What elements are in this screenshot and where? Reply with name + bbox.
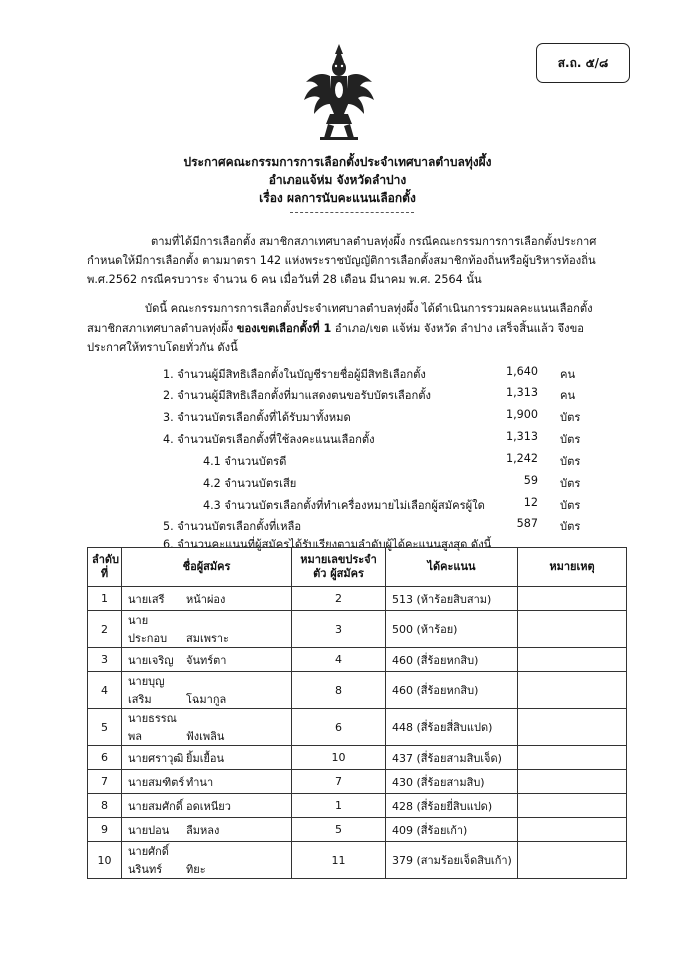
summary-unit: บัตร xyxy=(560,477,581,490)
summary-value: 12 xyxy=(523,496,538,509)
paragraph2-line2-pre: สมาชิกสภาเทศบาลตำบลทุ่งผึ้ง xyxy=(87,322,237,335)
remarks-cell xyxy=(518,709,627,746)
candidate-first-name: นายศราวุฒิ xyxy=(128,751,184,765)
table-row xyxy=(88,611,627,648)
candidate-first-name: นายสมศักดิ์ xyxy=(128,799,183,813)
table-row xyxy=(88,818,627,842)
candidate-number-cell: 3 xyxy=(292,611,386,648)
header-rank: ลำดับ ที่ xyxy=(88,548,122,587)
header-remarks: หมายเหตุ xyxy=(518,548,627,587)
paragraph1-line3: พ.ศ.2562 กรณีครบวาระ จำนวน 6 คน เมื่อวันที่ 28 เดือน มีนาคม พ.ศ. 2564 นั้น xyxy=(87,273,482,286)
candidate-number-cell: 4 xyxy=(292,648,386,672)
candidate-number-cell: 7 xyxy=(292,770,386,794)
candidate-number-cell: 1 xyxy=(292,794,386,818)
candidate-first-name: นายเสรี xyxy=(128,592,165,606)
results-table xyxy=(87,547,627,879)
votes-cell: 513 (ห้าร้อยสิบสาม) xyxy=(386,587,518,611)
summary-value: 1,900 xyxy=(505,408,538,421)
table-row xyxy=(88,794,627,818)
remarks-cell xyxy=(518,770,627,794)
summary-unit: คน xyxy=(560,368,576,381)
rank-cell: 10 xyxy=(88,842,122,879)
candidate-last-name: จันทร์ตา xyxy=(186,653,227,667)
paragraph2-line2 xyxy=(87,319,584,337)
header-candidate-name: ชื่อผู้สมัคร xyxy=(122,548,292,587)
remarks-cell xyxy=(518,746,627,770)
summary-label: 4.3 จำนวนบัตรเลือกตั้งที่ทำเครื่องหมายไม่เลือกผู้สมัครผู้ใด xyxy=(203,499,485,512)
votes-cell: 437 (สี่ร้อยสามสิบเจ็ด) xyxy=(386,746,518,770)
header-candidate-number: หมายเลขประจำตัว ผู้สมัคร xyxy=(292,548,386,587)
rank-cell: 8 xyxy=(88,794,122,818)
summary-label: 1. จำนวนผู้มีสิทธิเลือกตั้งในบัญชีรายชื่อผู้มีสิทธิเลือกตั้ง xyxy=(163,368,426,381)
votes-cell: 460 (สี่ร้อยหกสิบ) xyxy=(386,648,518,672)
candidate-name-cell xyxy=(122,746,292,770)
summary-value: 587 xyxy=(516,517,538,530)
candidate-last-name: โฉมากูล xyxy=(186,693,227,706)
candidate-last-name: ฟังเพลิน xyxy=(186,730,225,743)
summary-value: 1,313 xyxy=(505,430,538,443)
candidate-first-name: นายบุญเสริม xyxy=(128,675,165,706)
title-divider xyxy=(290,212,414,213)
candidate-last-name: ยิ้มเยื้อน xyxy=(186,751,225,765)
rank-cell: 6 xyxy=(88,746,122,770)
summary-value: 59 xyxy=(523,474,538,487)
garuda-emblem-icon xyxy=(300,42,378,142)
candidate-last-name: หน้าผ่อง xyxy=(186,592,226,606)
candidate-name-cell xyxy=(122,842,292,879)
votes-cell: 428 (สี่ร้อยยี่สิบแปด) xyxy=(386,794,518,818)
candidate-last-name: ทำนา xyxy=(186,775,214,789)
header-votes: ได้คะแนน xyxy=(386,548,518,587)
summary-label: 4. จำนวนบัตรเลือกตั้งที่ใช้ลงคะแนนเลือกตั้ง xyxy=(163,433,375,446)
remarks-cell xyxy=(518,794,627,818)
remarks-cell xyxy=(518,818,627,842)
summary-unit: บัตร xyxy=(560,455,581,468)
candidate-name-cell xyxy=(122,709,292,746)
candidate-last-name: ลืมหลง xyxy=(186,823,220,837)
rank-cell: 3 xyxy=(88,648,122,672)
summary-unit: บัตร xyxy=(560,411,581,424)
summary-label: 6. จำนวนคะแนนที่ผู้สมัครได้รับเรียงตามลำดับผู้ได้คะแนนสูงสุด ดังนี้ xyxy=(163,538,492,551)
candidate-first-name: นายปอน xyxy=(128,823,170,837)
rank-cell: 4 xyxy=(88,672,122,709)
remarks-cell xyxy=(518,587,627,611)
candidate-name-cell xyxy=(122,648,292,672)
remarks-cell xyxy=(518,672,627,709)
electoral-district: ของเขตเลือกตั้งที่ 1 xyxy=(236,322,332,335)
table-row xyxy=(88,746,627,770)
summary-label: 5. จำนวนบัตรเลือกตั้งที่เหลือ xyxy=(163,520,302,533)
candidate-name-cell xyxy=(122,818,292,842)
form-code-box xyxy=(536,43,630,83)
candidate-first-name: นายเจริญ xyxy=(128,653,174,667)
candidate-name-cell xyxy=(122,794,292,818)
rank-cell: 7 xyxy=(88,770,122,794)
candidate-name-cell xyxy=(122,611,292,648)
table-row xyxy=(88,648,627,672)
remarks-cell xyxy=(518,842,627,879)
paragraph2-line2-post: อำเภอ/เขต แจ้ห่ม จังหวัด ลำปาง เสร็จสิ้นแล้ว จึงขอ xyxy=(331,322,584,335)
candidate-first-name: นายสมฑิตร์ xyxy=(128,775,185,789)
summary-value: 1,313 xyxy=(505,386,538,399)
summary-label: 4.1 จำนวนบัตรดี xyxy=(203,455,287,468)
rank-cell: 2 xyxy=(88,611,122,648)
candidate-name-cell xyxy=(122,587,292,611)
candidate-number-cell: 6 xyxy=(292,709,386,746)
votes-cell: 430 (สี่ร้อยสามสิบ) xyxy=(386,770,518,794)
rank-cell: 1 xyxy=(88,587,122,611)
candidate-first-name: นายศักดิ์นรินทร์ xyxy=(128,845,169,876)
subject-line: เรื่อง ผลการนับคะแนนเลือกตั้ง xyxy=(259,191,416,205)
candidate-first-name: นายธรรณพล xyxy=(128,712,177,743)
table-row xyxy=(88,770,627,794)
rank-cell: 9 xyxy=(88,818,122,842)
candidate-number-cell: 8 xyxy=(292,672,386,709)
votes-cell: 409 (สี่ร้อยเก้า) xyxy=(386,818,518,842)
district-province: อำเภอแจ้ห่ม จังหวัดลำปาง xyxy=(268,173,407,187)
remarks-cell xyxy=(518,648,627,672)
summary-value: 1,640 xyxy=(505,365,538,378)
summary-label: 4.2 จำนวนบัตรเสีย xyxy=(203,477,297,490)
candidate-last-name: ทิยะ xyxy=(186,863,206,876)
summary-unit: บัตร xyxy=(560,499,581,512)
rank-cell: 5 xyxy=(88,709,122,746)
remarks-cell xyxy=(518,611,627,648)
votes-cell: 448 (สี่ร้อยสี่สิบแปด) xyxy=(386,709,518,746)
table-row xyxy=(88,672,627,709)
votes-cell: 379 (สามร้อยเจ็ดสิบเก้า) xyxy=(386,842,518,879)
candidate-name-cell xyxy=(122,672,292,709)
table-header-row xyxy=(88,548,627,587)
paragraph2-line3: ประกาศให้ทราบโดยทั่วกัน ดังนี้ xyxy=(87,341,238,354)
candidate-number-cell: 5 xyxy=(292,818,386,842)
paragraph1-line2: กำหนดให้มีการเลือกตั้ง ตามมาตรา 142 แห่งพระราชบัญญัติการเลือกตั้งสมาชิกท้องถิ่นหรือผู้บริหารท้องถิ่น xyxy=(87,254,596,267)
summary-label: 3. จำนวนบัตรเลือกตั้งที่ได้รับมาทั้งหมด xyxy=(163,411,351,424)
table-row xyxy=(88,709,627,746)
candidate-last-name: อดเหนียว xyxy=(186,799,231,813)
paragraph1-line1: ตามที่ได้มีการเลือกตั้ง สมาชิกสภาเทศบาลตำบลทุ่งผึ้ง กรณีคณะกรรมการการเลือกตั้งประกาศ xyxy=(151,235,597,248)
candidate-number-cell: 10 xyxy=(292,746,386,770)
summary-label: 2. จำนวนผู้มีสิทธิเลือกตั้งที่มาแสดงตนขอรับบัตรเลือกตั้ง xyxy=(163,389,431,402)
votes-cell: 460 (สี่ร้อยหกสิบ) xyxy=(386,672,518,709)
candidate-number-cell: 2 xyxy=(292,587,386,611)
candidate-first-name: นายประกอบ xyxy=(128,614,168,645)
summary-unit: บัตร xyxy=(560,433,581,446)
summary-unit: บัตร xyxy=(560,520,581,533)
table-row xyxy=(88,842,627,879)
votes-cell: 500 (ห้าร้อย) xyxy=(386,611,518,648)
summary-unit: คน xyxy=(560,389,576,402)
summary-value: 1,242 xyxy=(505,452,538,465)
candidate-name-cell xyxy=(122,770,292,794)
announcement-title: ประกาศคณะกรรมการการเลือกตั้งประจำเทศบาลตำบลทุ่งผึ้ง xyxy=(183,155,492,169)
form-code: ส.ถ. ๕/๘ xyxy=(557,55,609,70)
candidate-number-cell: 11 xyxy=(292,842,386,879)
table-row xyxy=(88,587,627,611)
paragraph2-line1: บัดนี้ คณะกรรมการการเลือกตั้งประจำเทศบาลตำบลทุ่งผึ้ง ได้ดำเนินการรวมผลคะแนนเลือกตั้ง xyxy=(145,302,593,315)
candidate-last-name: สมเพราะ xyxy=(186,632,229,645)
